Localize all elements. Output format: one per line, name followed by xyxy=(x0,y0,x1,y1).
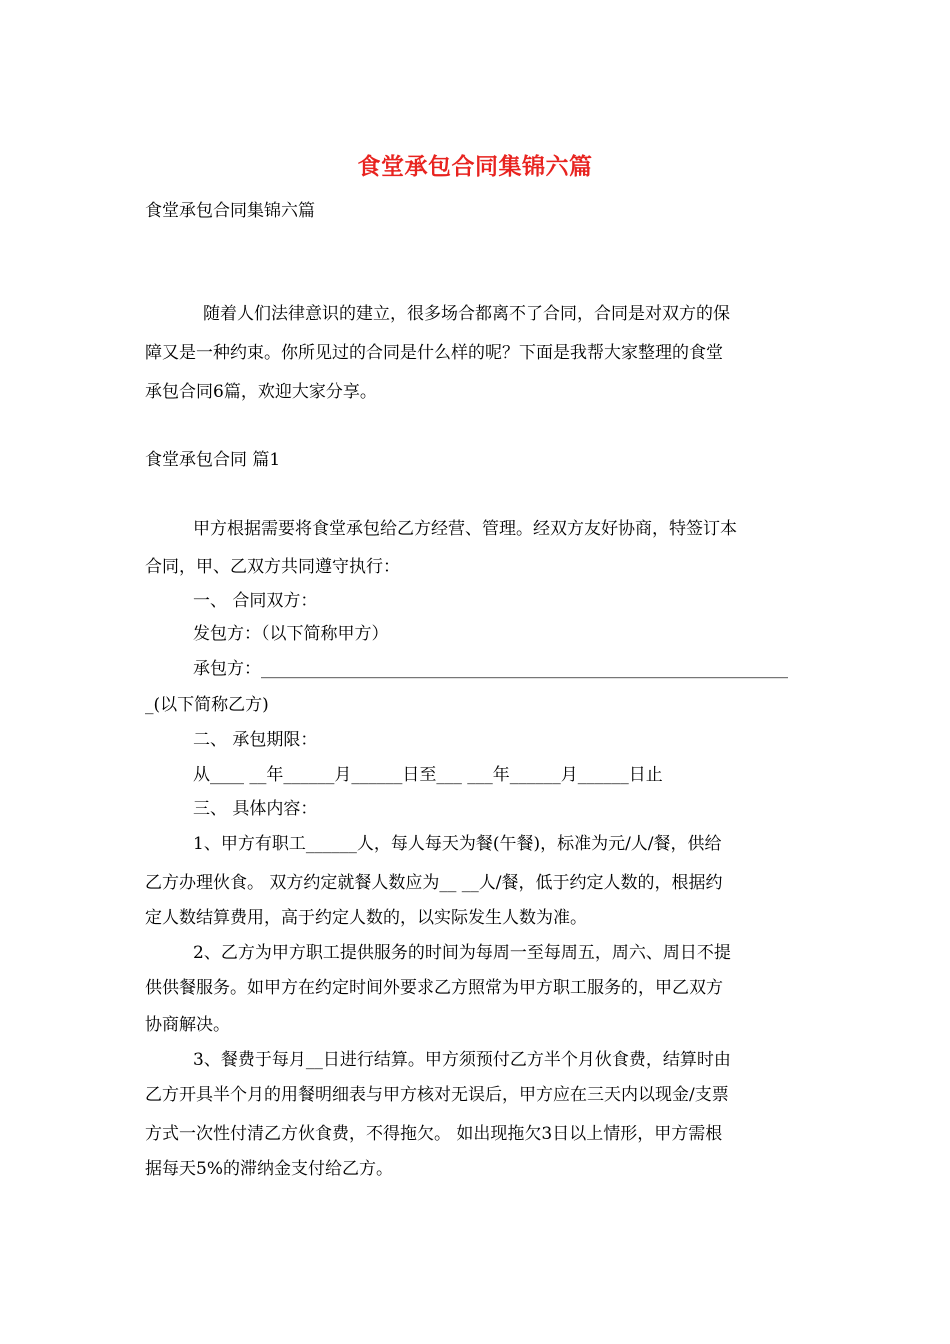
term-line: 从____ __年______月______日至___ ___年______月______日止 xyxy=(193,765,663,785)
paragraph-line: 乙方开具半个月的用餐明细表与甲方核对无误后，甲方应在三天内以现金/支票 xyxy=(145,1085,729,1105)
intro-line-2: 障又是一种约束。你所见过的合同是什么样的呢？下面是我帮大家整理的食堂 xyxy=(145,343,723,363)
paragraph-line: 甲方根据需要将食堂承包给乙方经营、管理。经双方友好协商，特签订本 xyxy=(193,519,737,539)
clause-heading-1: 一、 合同双方： xyxy=(193,591,318,611)
document-subtitle: 食堂承包合同集锦六篇 xyxy=(145,201,315,221)
clause-heading-2: 二、 承包期限： xyxy=(193,730,318,750)
party-b-continuation: _(以下简称乙方) xyxy=(145,695,269,715)
paragraph-line: 方式一次性付清乙方伙食费，不得拖欠。 如出现拖欠3日以上情形，甲方需根 xyxy=(145,1124,723,1144)
intro-line-3: 承包合同6篇，欢迎大家分享。 xyxy=(145,382,377,402)
paragraph-line: 定人数结算费用，高于约定人数的，以实际发生人数为准。 xyxy=(145,908,587,928)
paragraph-line: 供供餐服务。如甲方在约定时间外要求乙方照常为甲方职工服务的，甲乙双方 xyxy=(145,978,723,998)
clause-heading-3: 三、 具体内容： xyxy=(193,799,318,819)
paragraph-line: 2、乙方为甲方职工提供服务的时间为每周一至每周五，周六、周日不提 xyxy=(193,943,731,963)
paragraph-line: 乙方办理伙食。 双方约定就餐人数应为__ __人/餐，低于约定人数的，根据约 xyxy=(145,873,723,893)
section-heading: 食堂承包合同 篇1 xyxy=(145,450,281,470)
paragraph-line: 3、餐费于每月__日进行结算。甲方须预付乙方半个月伙食费，结算时由 xyxy=(193,1050,731,1070)
paragraph-line: 1、甲方有职工______人，每人每天为餐(午餐)，标准为元/人/餐，供给 xyxy=(193,834,722,854)
document-title: 食堂承包合同集锦六篇 xyxy=(357,153,593,180)
paragraph-line: 合同，甲、乙双方共同遵守执行： xyxy=(145,557,400,577)
paragraph-line: 据每天5%的滞纳金支付给乙方。 xyxy=(145,1159,393,1179)
party-a-line: 发包方：（以下简称甲方） xyxy=(193,624,389,644)
paragraph-line: 协商解决。 xyxy=(145,1015,230,1035)
intro-line-1: 随着人们法律意识的建立，很多场合都离不了合同，合同是对双方的保 xyxy=(203,304,730,324)
party-b-line: 承包方：______________________________________________________________ xyxy=(193,659,788,679)
